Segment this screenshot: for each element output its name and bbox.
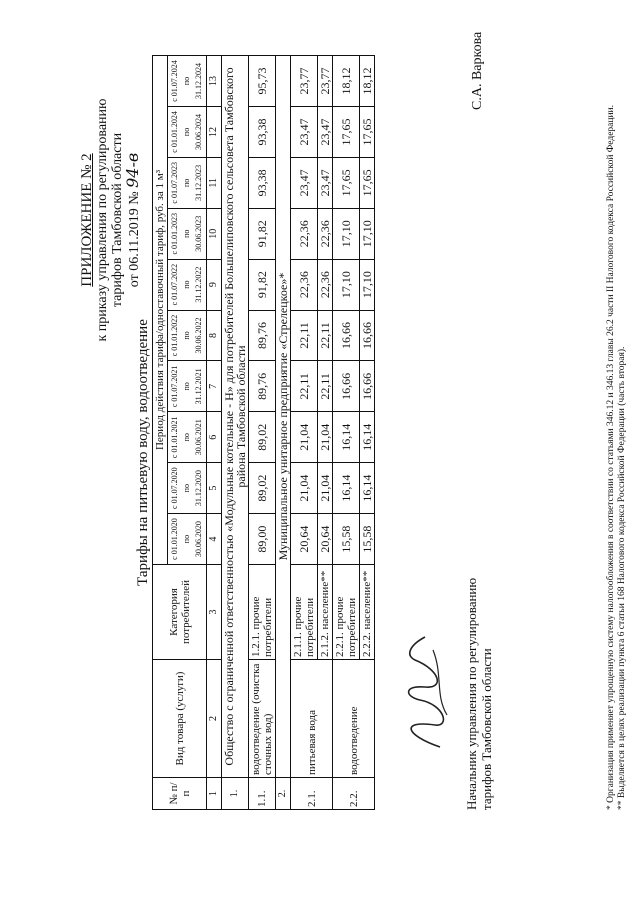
value-cell: 21,04 bbox=[291, 412, 318, 463]
value-cell: с 01.01.2022 по 30.06.2022 bbox=[168, 310, 207, 361]
org1-num: 1. bbox=[222, 778, 249, 810]
header-num: № п/п bbox=[153, 778, 207, 810]
value-cell: 21,04 bbox=[318, 412, 333, 463]
row-num: 2.2. bbox=[333, 778, 375, 810]
value-cell: 17,10 bbox=[360, 208, 375, 259]
value-cell: 17,10 bbox=[333, 208, 360, 259]
org2-num: 2. bbox=[276, 778, 291, 810]
footnote-1: * Организация применяет упрощенную систему налогообложения в соответствии со статьями 346.12 и 346.13 главы 26.2 части II Налогового кодекса Российской Федерации. bbox=[606, 104, 616, 810]
row-category: 2.1.1. прочие потребители bbox=[291, 565, 318, 660]
column-number: 1 bbox=[207, 778, 222, 810]
org2-name: Муниципальное унитарное предприятие «Стрелецкое»* bbox=[276, 56, 291, 778]
value-cell: с 01.01.2021 по 30.06.2021 bbox=[168, 412, 207, 463]
value-cell: 22,11 bbox=[291, 310, 318, 361]
org1-name: Общество с ограниченной ответственностью «Модульные котельные - Н» для потребителей Большелиповского сельсовета Тамбовского района Тамбовской области bbox=[222, 56, 249, 778]
column-number: 10 bbox=[207, 208, 222, 259]
value-cell: 23,77 bbox=[318, 56, 333, 107]
value-cell: 89,76 bbox=[249, 361, 276, 412]
value-cell: 91,82 bbox=[249, 208, 276, 259]
value-cell: 17,10 bbox=[360, 259, 375, 310]
value-cell: 89,76 bbox=[249, 310, 276, 361]
value-cell: 15,58 bbox=[360, 514, 375, 565]
column-number-row bbox=[207, 56, 222, 810]
value-cell: 21,04 bbox=[291, 463, 318, 514]
column-number: 3 bbox=[207, 565, 222, 660]
value-cell: 95,73 bbox=[249, 56, 276, 107]
order-number: 94-в bbox=[123, 152, 142, 188]
position-line1: Начальник управления по регулированию bbox=[464, 577, 479, 810]
table-row bbox=[333, 56, 360, 810]
value-cell: 22,36 bbox=[318, 208, 333, 259]
value-cell: 17,10 bbox=[333, 259, 360, 310]
value-cell: 93,38 bbox=[249, 106, 276, 157]
value-cell: 16,14 bbox=[333, 412, 360, 463]
value-cell: с 01.01.2023 по 30.06.2023 bbox=[168, 208, 207, 259]
value-cell: с 01.07.2022 по 31.12.2022 bbox=[168, 259, 207, 310]
value-cell: 22,11 bbox=[318, 361, 333, 412]
value-cell: 18,12 bbox=[333, 56, 360, 107]
value-cell: 20,64 bbox=[291, 514, 318, 565]
table-row bbox=[291, 56, 318, 810]
header-period: Период действия тарифа/одноставочный тариф, руб. за 1 м³ bbox=[153, 56, 168, 565]
appendix-line3: тарифов Тамбовской области bbox=[110, 132, 125, 308]
value-cell: 22,11 bbox=[291, 361, 318, 412]
position-line2: тарифов Тамбовской области bbox=[479, 648, 494, 810]
column-number: 5 bbox=[207, 463, 222, 514]
value-cell: 21,04 bbox=[318, 463, 333, 514]
value-cell: 23,47 bbox=[318, 157, 333, 208]
row-service: водоотведение (очистка сточных вод) bbox=[249, 660, 276, 778]
value-cell: с 01.07.2023 по 31.12.2023 bbox=[168, 157, 207, 208]
column-number: 2 bbox=[207, 660, 222, 778]
tariff-table bbox=[152, 55, 375, 810]
column-number: 11 bbox=[207, 157, 222, 208]
value-cell: 17,65 bbox=[360, 106, 375, 157]
value-cell: 89,02 bbox=[249, 463, 276, 514]
value-cell: 16,66 bbox=[333, 310, 360, 361]
value-cell: 22,36 bbox=[291, 208, 318, 259]
row-category: 2.2.1. прочие потребители bbox=[333, 565, 360, 660]
row-category: 1.2.1. прочие потребители bbox=[249, 565, 276, 660]
header-service: Вид товара (услуги) bbox=[153, 660, 207, 778]
value-cell: 91,82 bbox=[249, 259, 276, 310]
appendix-line2: к приказу управления по регулированию bbox=[95, 98, 110, 342]
column-number: 9 bbox=[207, 259, 222, 310]
row-num: 2.1. bbox=[291, 778, 333, 810]
value-cell: 16,66 bbox=[333, 361, 360, 412]
row-service: питьевая вода bbox=[291, 660, 333, 778]
value-cell: 16,66 bbox=[360, 361, 375, 412]
signature-icon bbox=[395, 625, 455, 755]
appendix-header bbox=[80, 40, 142, 400]
value-cell: 16,66 bbox=[360, 310, 375, 361]
value-cell: с 01.07.2020 по 31.12.2020 bbox=[168, 463, 207, 514]
row-service: водоотведение bbox=[333, 660, 375, 778]
value-cell: с 01.01.2020 по 30.06.2020 bbox=[168, 514, 207, 565]
value-cell: 17,65 bbox=[333, 106, 360, 157]
value-cell: 22,36 bbox=[318, 259, 333, 310]
value-cell: с 01.07.2021 по 31.12.2021 bbox=[168, 361, 207, 412]
appendix-title: ПРИЛОЖЕНИЕ № 2 bbox=[79, 153, 95, 287]
value-cell: 23,47 bbox=[318, 106, 333, 157]
value-cell: 22,11 bbox=[318, 310, 333, 361]
row-category: 2.2.2. население** bbox=[360, 565, 375, 660]
column-number: 13 bbox=[207, 56, 222, 107]
page-title: Тарифы на питьевую воду, водоотведение bbox=[135, 319, 151, 586]
value-cell: 18,12 bbox=[360, 56, 375, 107]
column-number: 8 bbox=[207, 310, 222, 361]
footnote-2: ** Выделяется в целях реализации пункта 6 статьи 168 Налогового кодекса Российской Федерации (часть вторая). bbox=[617, 346, 627, 810]
row-category: 2.1.2. население** bbox=[318, 565, 333, 660]
value-cell: 89,02 bbox=[249, 412, 276, 463]
value-cell: 23,47 bbox=[291, 157, 318, 208]
signatory-name: С.А. Варкова bbox=[470, 31, 485, 110]
column-number: 12 bbox=[207, 106, 222, 157]
footnotes bbox=[606, 50, 628, 810]
value-cell: 89,00 bbox=[249, 514, 276, 565]
column-number: 4 bbox=[207, 514, 222, 565]
signatory-position bbox=[464, 578, 494, 810]
value-cell: 23,77 bbox=[291, 56, 318, 107]
row-num: 1.1. bbox=[249, 778, 276, 810]
value-cell: 17,65 bbox=[360, 157, 375, 208]
header-category: Категория потребителей bbox=[153, 565, 207, 660]
value-cell: 16,14 bbox=[333, 463, 360, 514]
value-cell: 23,47 bbox=[291, 106, 318, 157]
column-number: 7 bbox=[207, 361, 222, 412]
value-cell: с 01.07.2024 по 31.12.2024 bbox=[168, 56, 207, 107]
value-cell: 15,58 bbox=[333, 514, 360, 565]
value-cell: 22,36 bbox=[291, 259, 318, 310]
value-cell: с 01.01.2024 по 30.06.2024 bbox=[168, 106, 207, 157]
value-cell: 17,65 bbox=[333, 157, 360, 208]
value-cell: 16,14 bbox=[360, 412, 375, 463]
value-cell: 16,14 bbox=[360, 463, 375, 514]
value-cell: 20,64 bbox=[318, 514, 333, 565]
order-date: от 06.11.2019 № bbox=[127, 191, 142, 288]
value-cell: 93,38 bbox=[249, 157, 276, 208]
column-number: 6 bbox=[207, 412, 222, 463]
table-row bbox=[249, 56, 276, 810]
